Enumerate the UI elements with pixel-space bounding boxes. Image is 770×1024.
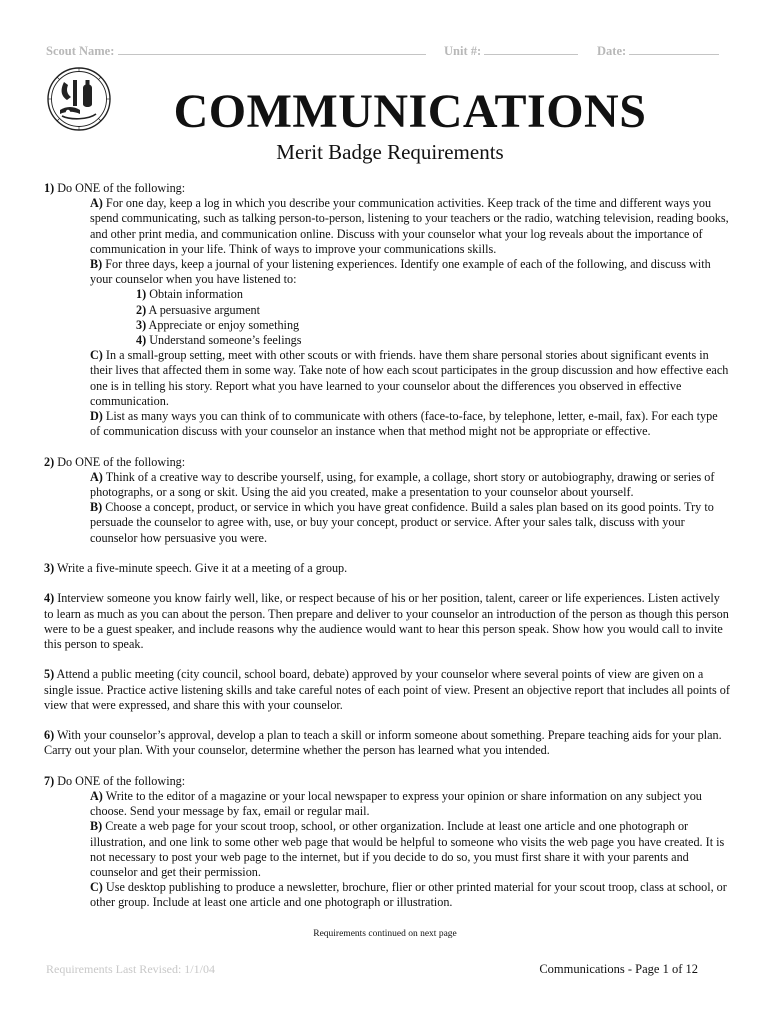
requirement-text: Do ONE of the following: (54, 181, 186, 195)
option-letter: B) (90, 500, 103, 515)
item-number: 3) (136, 317, 147, 332)
requirement-7a (44, 789, 730, 819)
date-label: Date: (597, 44, 627, 58)
option-letter: A) (90, 789, 103, 804)
continued-note: Requirements continued on next page (313, 929, 457, 939)
requirement-4 (44, 591, 730, 652)
page-subtitle: Merit Badge Requirements (276, 140, 504, 164)
scout-name-line (118, 44, 426, 55)
requirement-2a (44, 470, 730, 500)
option-text: Choose a concept, product, or service in which you have great confidence. Build a sales plan based on its good points. Try to persuade the counselor to agree with, use, or buy your concept, product or service. After your sales talk, discuss with your counselor how persuasive you were. (90, 500, 714, 545)
requirement-7 (44, 774, 730, 911)
item-text: A persuasive argument (146, 302, 260, 317)
unit-line (484, 44, 578, 55)
requirement-1b-1 (44, 287, 730, 302)
option-letter: C) (90, 880, 103, 895)
item-number: 1) (136, 287, 147, 302)
option-letter: B) (90, 819, 103, 834)
option-letter: D) (90, 409, 103, 424)
requirement-1b-4 (44, 333, 730, 348)
option-text: Write to the editor of a magazine or your local newspaper to express your opinion or share information on any subject you choose. Send your message by fax, email or regular mail. (90, 789, 702, 819)
option-text: Create a web page for your scout troop, school, or other organization. Include at least one article and one photograph or illustration, and one link to some other web page that would be helpful to someone who visits the web page you have created. It is not necessary to post your web page to the internet, but if you decide to do so, you must first share it with your parents and counselor and get their permission. (90, 819, 725, 880)
requirement-text: Do ONE of the following: (54, 773, 186, 788)
requirement-number: 2) (44, 454, 55, 469)
requirement-1b (44, 257, 730, 287)
option-letter: B) (90, 257, 103, 272)
requirement-7c (44, 880, 730, 910)
requirement-1b-2 (44, 303, 730, 318)
option-text: Use desktop publishing to produce a newsletter, brochure, flier or other printed material for your scout troop, class at school, or other group. Include at least one article and one photograph or illustration. (90, 880, 727, 910)
option-text: List as many ways you can think of to communicate with others (face-to-face, by telephone, letter, e-mail, fax). For each type of communication discuss with your counselor an instance when that method might not be appropriate or effective. (90, 409, 718, 439)
requirement-2 (44, 455, 730, 546)
requirement-text: Interview someone you know fairly well, like, or respect because of his or her position, talent, career or life experiences. Listen actively to learn as much as you can about the person. Then prepare and deliver to your counselor an introduction of the person as though this person were to be a guest speaker, and include reasons why the audience would want to hear this person speak. Show how you would call to invite this person to speak. (44, 591, 729, 652)
requirement-1 (44, 181, 730, 439)
form-header (46, 44, 726, 60)
requirement-number: 1) (44, 181, 55, 195)
requirement-1a (44, 196, 730, 257)
item-number: 4) (136, 333, 147, 348)
unit-field[interactable] (444, 44, 578, 59)
option-text: For three days, keep a journal of your listening experiences. Identify one example of each of the following, and discuss with your counselor when you have listened to: (90, 257, 711, 287)
requirement-1b-3 (44, 318, 730, 333)
date-line (629, 44, 719, 55)
requirement-1c (44, 348, 730, 409)
option-text: In a small-group setting, meet with other scouts or with friends. have them share personal stories about significant events in their lives that affected them in some way. Take note of how each scout participates in the group discussion and how effective each one is in telling his story. Report what you have learned to your counselor about the differences you observed in effective communication. (90, 348, 729, 408)
revision-date: Requirements Last Revised: 1/1/04 (46, 962, 215, 976)
requirements-list (44, 181, 730, 926)
requirement-text: Do ONE of the following: (54, 454, 186, 469)
item-number: 2) (136, 302, 147, 317)
requirement-text: Attend a public meeting (city council, school board, debate) approved by your counselor where several points of view are given on a single issue. Practice active listening skills and take careful notes of each point of view. Present an objective report that includes all points of view that were expressed, and share this with your counselor. (44, 667, 730, 712)
option-letter: A) (90, 469, 103, 484)
requirement-text: Write a five-minute speech. Give it at a meeting of a group. (54, 561, 348, 576)
option-text: For one day, keep a log in which you describe your communication activities. Keep track of the time and different ways you spend communicating, such as talking person-to-person, listening to your teachers or the radio, watching television, reading books, and other print media, and communication online. Discuss with your counselor what your log reveals about the importance of communication in your life. Think of ways to improve your communications skills. (90, 196, 729, 256)
requirement-5 (44, 667, 730, 713)
requirement-number: 5) (44, 667, 55, 682)
requirement-number: 3) (44, 561, 55, 576)
requirement-2b (44, 500, 730, 546)
item-text: Appreciate or enjoy something (146, 317, 300, 332)
option-letter: A) (90, 196, 103, 211)
page-number: Communications - Page 1 of 12 (539, 962, 698, 976)
scout-name-label: Scout Name: (46, 44, 115, 58)
option-text: Think of a creative way to describe yourself, using, for example, a collage, short story or autobiography, drawing or series of photographs, or a song or skit. Using the aid you created, make a presentation to your counselor about yourself. (90, 469, 715, 500)
requirement-6 (44, 728, 730, 758)
requirement-text: With your counselor’s approval, develop a plan to teach a skill or inform someone about something. Prepare teaching aids for your plan. Carry out your plan. With your counselor, determine whether the person has learned what you intended. (44, 728, 722, 758)
scout-name-field[interactable] (46, 44, 426, 59)
requirement-7b (44, 819, 730, 880)
requirement-3 (44, 561, 730, 576)
page-title: COMMUNICATIONS (173, 85, 647, 138)
requirement-number: 4) (44, 591, 55, 606)
requirement-number: 6) (44, 728, 55, 743)
item-text: Obtain information (146, 287, 243, 302)
requirement-number: 7) (44, 773, 55, 788)
option-letter: C) (90, 348, 103, 363)
unit-label: Unit #: (444, 44, 482, 58)
item-text: Understand someone’s feelings (146, 333, 302, 348)
requirement-1d (44, 409, 730, 439)
date-field[interactable] (597, 44, 719, 59)
